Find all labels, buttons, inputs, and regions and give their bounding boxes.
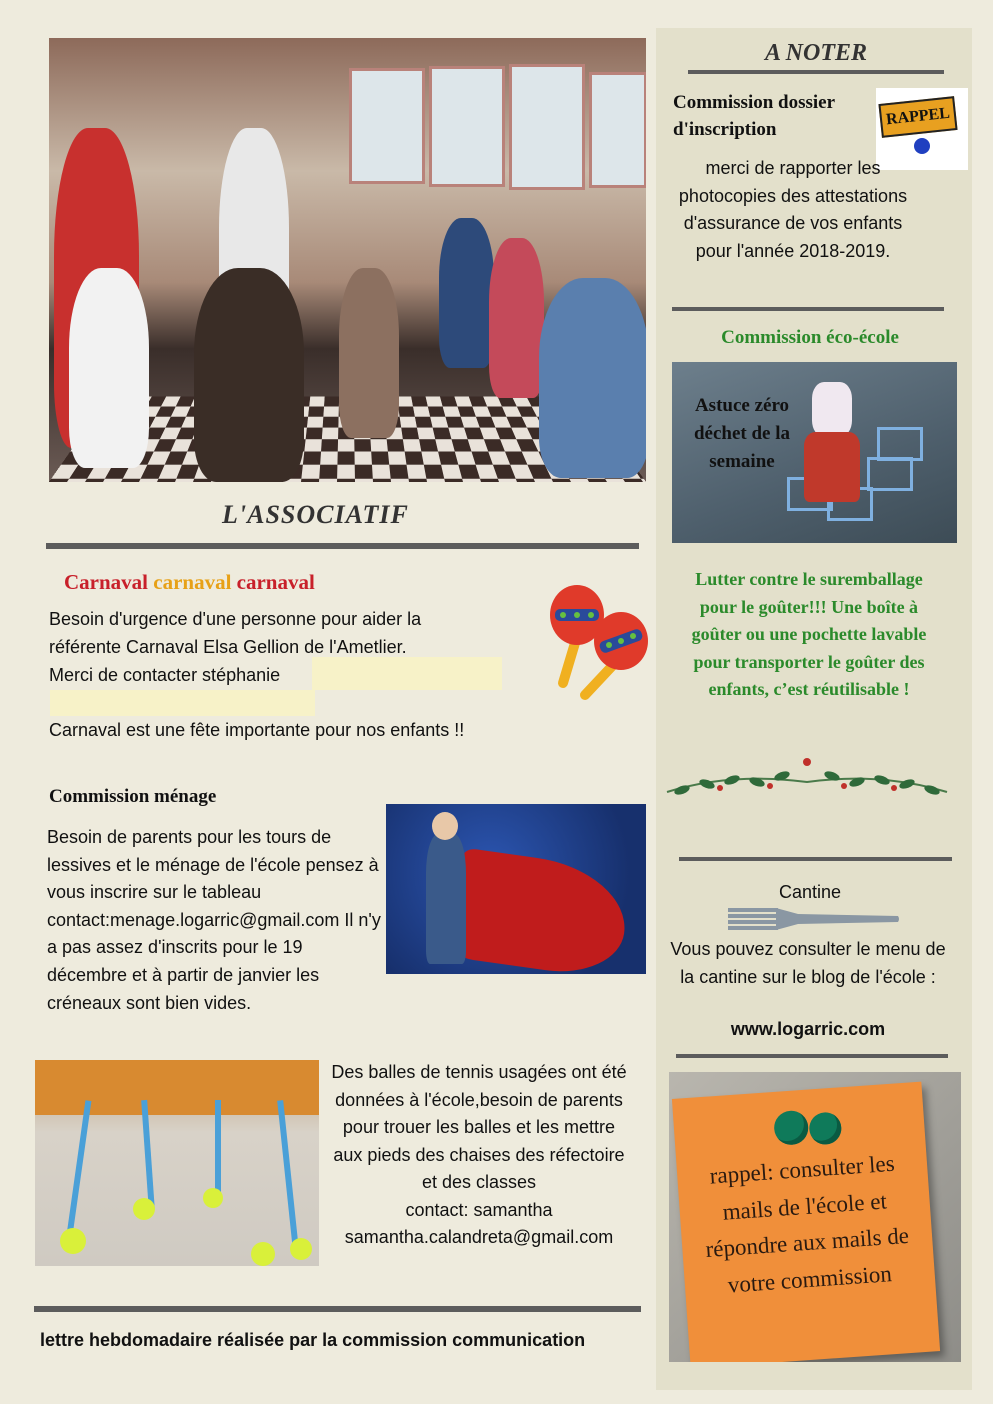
classroom-photo: [49, 38, 646, 482]
section-title: L'ASSOCIATIF: [222, 500, 409, 529]
postit-text: rappel: consulter les mails de l'école et répondre aux mails de votre commission: [704, 1150, 910, 1298]
child-figure: [812, 382, 852, 437]
person-head: [432, 812, 458, 840]
eco-title: Commission éco-école: [721, 327, 899, 348]
hopscotch-square: [877, 427, 923, 461]
postit-note: [672, 1082, 940, 1362]
redacted-highlight: [312, 657, 502, 690]
note-divider: [688, 70, 944, 74]
cartoon-figure: [914, 138, 930, 154]
balles-email: samantha.calandreta@gmail.com: [344, 1227, 614, 1247]
redacted-highlight: [50, 690, 315, 716]
carnaval-text-contact: Merci de contacter stéphanie: [49, 665, 281, 685]
tennis-ball: [251, 1242, 275, 1266]
balles-text: Des balles de tennis usagées ont été données à l'école,besoin de parents pour trouer les balles et les mettre aux pieds des chaises des réfectoire et des classes: [331, 1062, 627, 1193]
child-figure: [804, 432, 860, 502]
section-divider: [46, 543, 639, 549]
adult-figure: [69, 268, 149, 468]
chair-leg: [215, 1100, 221, 1200]
carnaval-title-word: Carnaval: [64, 570, 148, 594]
child-figure: [489, 238, 544, 398]
chair-leg: [65, 1100, 92, 1249]
hopscotch-photo: [672, 362, 957, 543]
postit-photo: [669, 1072, 961, 1362]
fork-icon: [728, 904, 900, 934]
rappel-badge-label: RAPPEL: [878, 96, 957, 138]
inscription-text: merci de rapporter les photocopies des attestations d'assurance de vos enfants pour l'année 2018-2019.: [678, 158, 908, 261]
eco-text: Lutter contre le suremballage pour le goûter!!! Une boîte à goûter ou une pochette lavable pour transporter le goûter des enfants, c’est réutilisable !: [691, 569, 927, 700]
inscription-divider: [672, 307, 944, 311]
carnaval-title: [64, 570, 315, 595]
cantine-divider: [679, 857, 952, 861]
note-heading: A NOTER: [764, 40, 868, 66]
footer-divider: [34, 1306, 641, 1312]
hopscotch-square: [867, 457, 913, 491]
child-figure: [339, 268, 399, 438]
menage-text: Besoin de parents pour les tours de lessives et le ménage de l'école pensez à vous inscrire sur le tableau contact:menage.logarric@gmail.com Il n'y a pas assez d'inscrits pour le 19 décembre et à partir de janvier les créneaux sont bien vides.: [47, 827, 381, 1013]
tennis-ball: [290, 1238, 312, 1260]
tennis-balls-photo: [35, 1060, 319, 1266]
carnaval-title-word: carnaval: [236, 570, 315, 594]
eco-caption: Astuce zéro déchet de la semaine: [693, 395, 791, 472]
balles-contact: contact: samantha: [405, 1200, 553, 1220]
window-shape: [509, 64, 585, 190]
menage-title: Commission ménage: [49, 786, 217, 807]
window-shape: [349, 68, 425, 184]
superhero-cleaning-photo: [386, 804, 646, 974]
tennis-ball: [133, 1198, 155, 1220]
child-figure: [539, 278, 646, 478]
carnaval-text-fete: Carnaval est une fête importante pour nos enfants !!: [49, 720, 465, 740]
pushpin-icon: [773, 1110, 809, 1146]
footer-text: lettre hebdomadaire réalisée par la commission communication: [40, 1330, 586, 1350]
window-shape: [589, 72, 646, 188]
chair-leg: [141, 1100, 155, 1210]
pushpin-icon: [808, 1111, 842, 1145]
cantine-link[interactable]: www.logarric.com: [730, 1019, 886, 1039]
chair-leg: [277, 1100, 299, 1250]
cantine-text: Vous pouvez consulter le menu de la cantine sur le blog de l'école :: [670, 939, 946, 987]
carnaval-text-urgence: Besoin d'urgence d'une personne pour aider la référente Carnaval Elsa Gellion de l'Ametlier.: [49, 609, 422, 657]
cantine-title: Cantine: [778, 882, 842, 902]
child-figure: [194, 268, 304, 482]
window-shape: [429, 66, 505, 187]
garland-icon: [662, 752, 952, 812]
tennis-ball: [203, 1188, 223, 1208]
postit-divider: [676, 1054, 948, 1058]
tablecloth-shape: [35, 1060, 319, 1115]
person-figure: [426, 834, 466, 964]
red-cape-shape: [449, 848, 633, 974]
tennis-ball: [60, 1228, 86, 1254]
carnaval-title-word: carnaval: [153, 570, 232, 594]
inscription-title: Commission dossier d'inscription: [673, 92, 835, 140]
maracas-icon: [545, 583, 655, 703]
child-figure: [439, 218, 494, 368]
